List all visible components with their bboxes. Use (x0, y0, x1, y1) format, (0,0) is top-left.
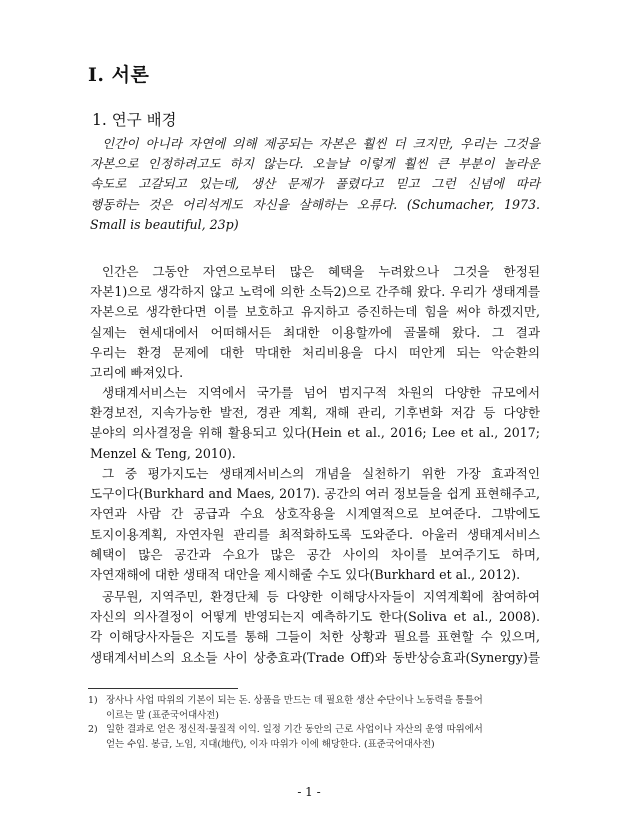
paragraph-line: 그 중 평가지도는 생태계서비스의 개념을 실천하기 위한 가장 효과적인 (102, 466, 540, 481)
section-title: 1. 연구 배경 (92, 111, 177, 129)
paragraph-4 (90, 587, 540, 668)
paragraph-line: 공무원, 지역주민, 환경단체 등 다양한 이해당사자들이 지역계획에 참여하여 (102, 589, 540, 604)
paragraph-line: 자본1)으로 생각하지 않고 노력에 의한 소득2)으로 간주해 왔다. 우리가 생태계를 (90, 284, 540, 300)
footnote-line: 얻는 수입. 봉급, 노임, 지대(地代), 이자 따위가 이에 해당한다. (표준국어대사전) (106, 738, 435, 750)
paragraph-line: 실제는 현세대에서 어떠해서든 최대한 이용할까에 골몰해 왔다. 그 결과 (90, 324, 540, 340)
paragraph-line: 환경보전, 지속가능한 발전, 경관 계획, 재해 관리, 기후변화 저감 등 다양한 (90, 405, 540, 421)
footnote-line: 장사나 사업 따위의 기본이 되는 돈. 상품을 만드는 데 필요한 생산 수단이나 노동력을 통틀어 (106, 695, 483, 706)
paragraph-line: 자연과 사람 간 공급과 수요 상호작용을 시계열적으로 보여준다. 그밖에도 (90, 506, 540, 522)
paragraph-line: 자연재해에 대한 생태적 대안을 제시해줄 수도 있다(Burkhard et al., 2012). (90, 567, 521, 583)
footnote-line: 이르는 말 (표준국어대사전) (106, 709, 219, 721)
paragraph-line: 토지이용계획, 자연자원 관리를 최적화하도록 도와준다. 아울러 생태계서비스 (90, 526, 540, 542)
paragraph-line: 자본으로 생각한다면 이를 보호하고 유지하고 증진하는데 힘을 써야 하겠지만, (90, 304, 540, 320)
paragraph-line: 자신의 의사결정이 어떻게 반영되는지 예측하기도 한다(Soliva et al., 2008). (90, 609, 540, 625)
quote-line: 행동하는 것은 어리석게도 자신을 살해하는 오류다. (Schumacher, 1973. (90, 196, 540, 212)
paragraph-line: 생태계서비스는 지역에서 국가를 넘어 범지구적 차원의 다양한 규모에서 (102, 385, 540, 400)
quote-line: 자본으로 인정하려고도 하지 않는다. 오늘날 이렇게 훨씬 큰 부분이 놀라운 (90, 156, 540, 172)
footnote-divider (88, 688, 238, 689)
footnote-text (106, 723, 483, 752)
paragraph-line: Menzel & Teng, 2010). (90, 445, 236, 461)
epigraph-quote (90, 134, 540, 235)
footnote-line: 일한 결과로 얻은 정신적·물질적 이익. 일정 기간 동안의 근로 사업이나 자산의 운영 따위에서 (106, 724, 483, 735)
paragraph-2 (90, 383, 540, 464)
quote-line: Small is beautiful, 23p) (90, 216, 239, 232)
paragraph-line: 우리는 환경 문제에 대한 막대한 처리비용을 다시 떠안게 되는 악순환의 (90, 344, 540, 360)
quote-line: 인간이 아니라 자연에 의해 제공되는 자본은 훨씬 더 크지만, 우리는 그것을 (102, 136, 540, 151)
quote-line: 속도로 고갈되고 있는데, 생산 문제가 풀렸다고 믿고 그런 신념에 따라 (90, 176, 540, 192)
footnote-2 (88, 723, 540, 752)
footnote-number: 2) (88, 724, 98, 735)
paragraph-line: 인간은 그동안 자연으로부터 많은 혜택을 누려왔으나 그것을 한정된 (102, 264, 540, 279)
paragraph-line: 혜택이 많은 공간과 수요가 많은 공간 사이의 차이를 보여주기도 하며, (90, 546, 540, 562)
footnote-number: 1) (88, 695, 98, 706)
paragraph-line: 분야의 의사결정을 위해 활용되고 있다(Hein et al., 2016; Lee et al., 2017; (90, 425, 540, 441)
footnotes (88, 694, 540, 752)
footnote-1 (88, 694, 540, 723)
paragraph-1 (90, 262, 540, 383)
paragraph-line: 도구이다(Burkhard and Maes, 2017). 공간의 여러 정보들을 쉽게 표현해주고, (90, 486, 540, 502)
paragraph-line: 고리에 빠져있다. (90, 365, 184, 381)
paragraph-3 (90, 464, 540, 585)
paragraph-line: 각 이해당사자들은 지도를 통해 그들이 처한 상황과 필요를 표현할 수 있으며, (90, 629, 540, 645)
chapter-title: Ⅰ. 서론 (88, 64, 150, 86)
page-number: - 1 - (297, 785, 321, 799)
paragraph-line: 생태계서비스의 요소들 사이 상충효과(Trade Off)와 동반상승효과(Synergy)를 (90, 649, 540, 665)
footnote-text (106, 694, 483, 723)
